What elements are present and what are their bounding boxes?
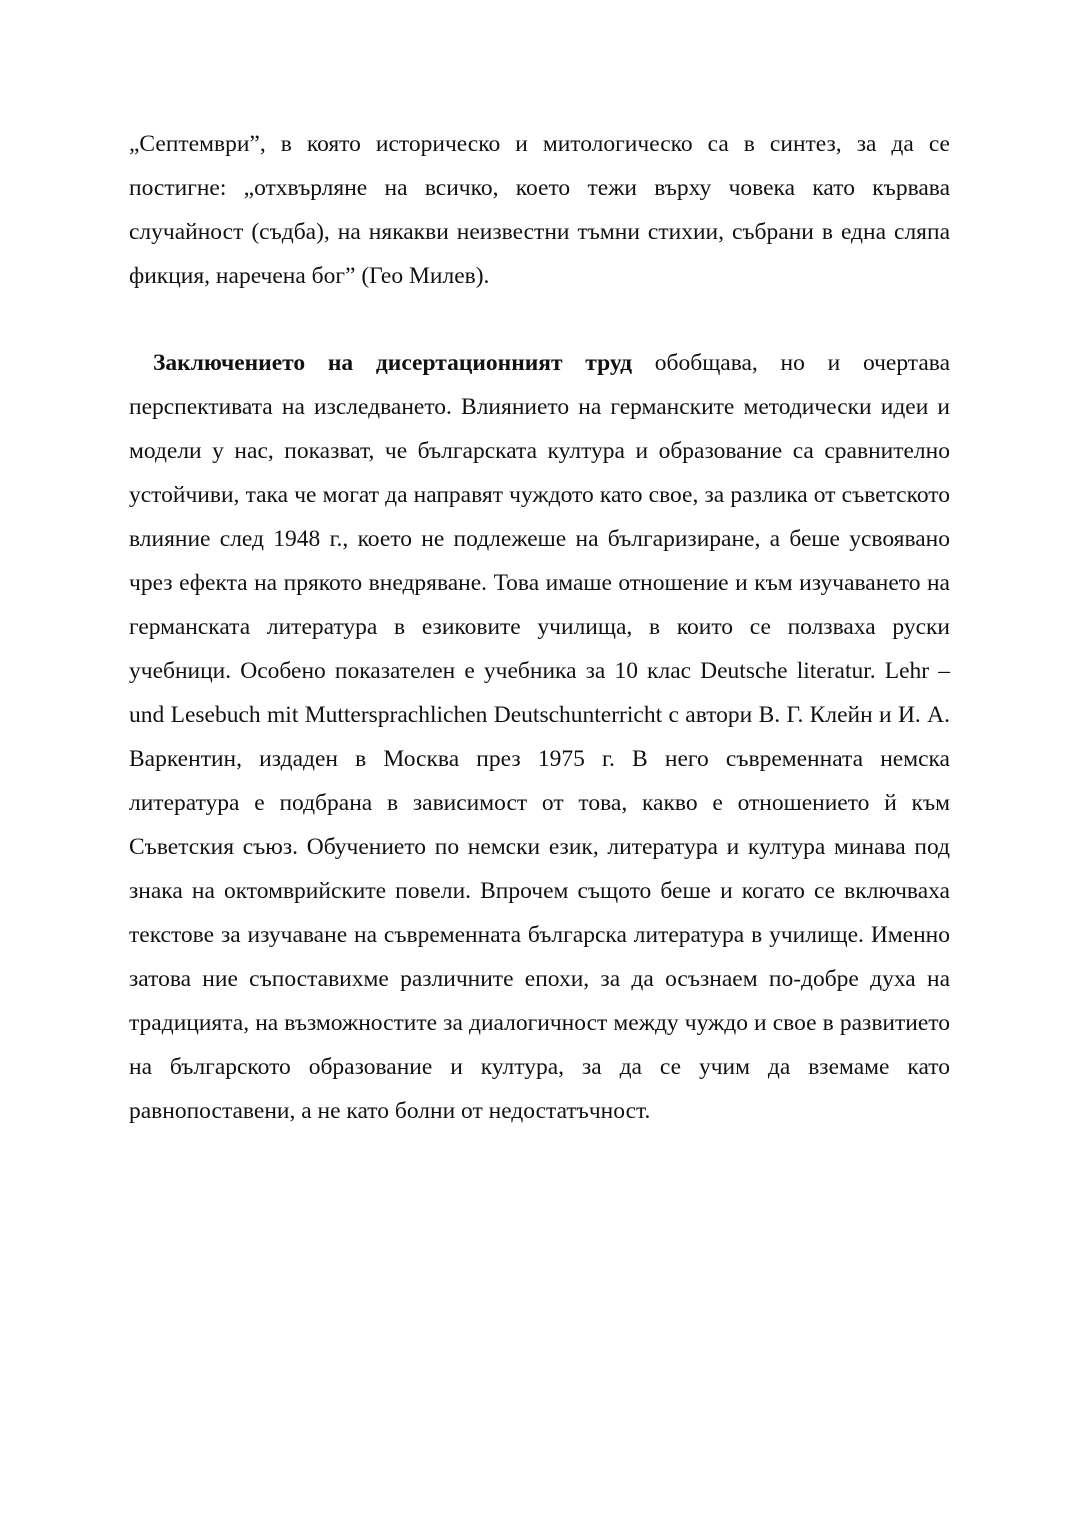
paragraph-2-body: обобщава, но и очертава перспективата на изследването. Влиянието на германските методически идеи и модели у нас, показват, че българската култура и образование са сравнително устойчиви, така че могат да направят чуждото като свое, за разлика от съветското влияние след 1948 г., което не подлежеше на българизиране, а беше усвоявано чрез ефекта на прякото внедряване. Това имаше отношение и към изучаването на германската литература в езиковите училища, в които се ползваха руски учебници. Особено показателен е учебника за 10 клас Deutsche literatur. Lehr – und Lesebuch mit Muttersprachlichen Deutschunterricht с автори В. Г. Клейн и И. А. Варкентин, издаден в Москва през 1975 г. В него съвременната немска литература е подбрана в зависимост от това, какво е отношението й към Съветския съюз. Обучението по немски език, литература и култура минава под знака на октомврийските повели. Впрочем същото беше и когато се включваха текстове за изучаване на съвременната българска литература в училище. Именно затова ние съпоставихме различните епохи, за да осъзнаем по-добре духа на традицията, на възможностите за диалогичност между чуждо и свое в развитието на българското образование и култура, за да се учим да вземаме като равнопоставени, а не като болни от недостатъчност. bbox=[129, 350, 950, 1124]
paragraph-2 bbox=[129, 341, 950, 1133]
paragraph-1: „Септември”, в която историческо и митологическо са в синтез, за да се постигне: „отхвърляне на всичко, което тежи върху човека като кървава случайност (съдба), на някакви неизвестни тъмни стихии, събрани в една сляпа фикция, наречена бог” (Гео Милев). bbox=[129, 131, 950, 289]
paragraph-2-bold-lead: Заключението на дисертационният труд bbox=[153, 350, 633, 376]
